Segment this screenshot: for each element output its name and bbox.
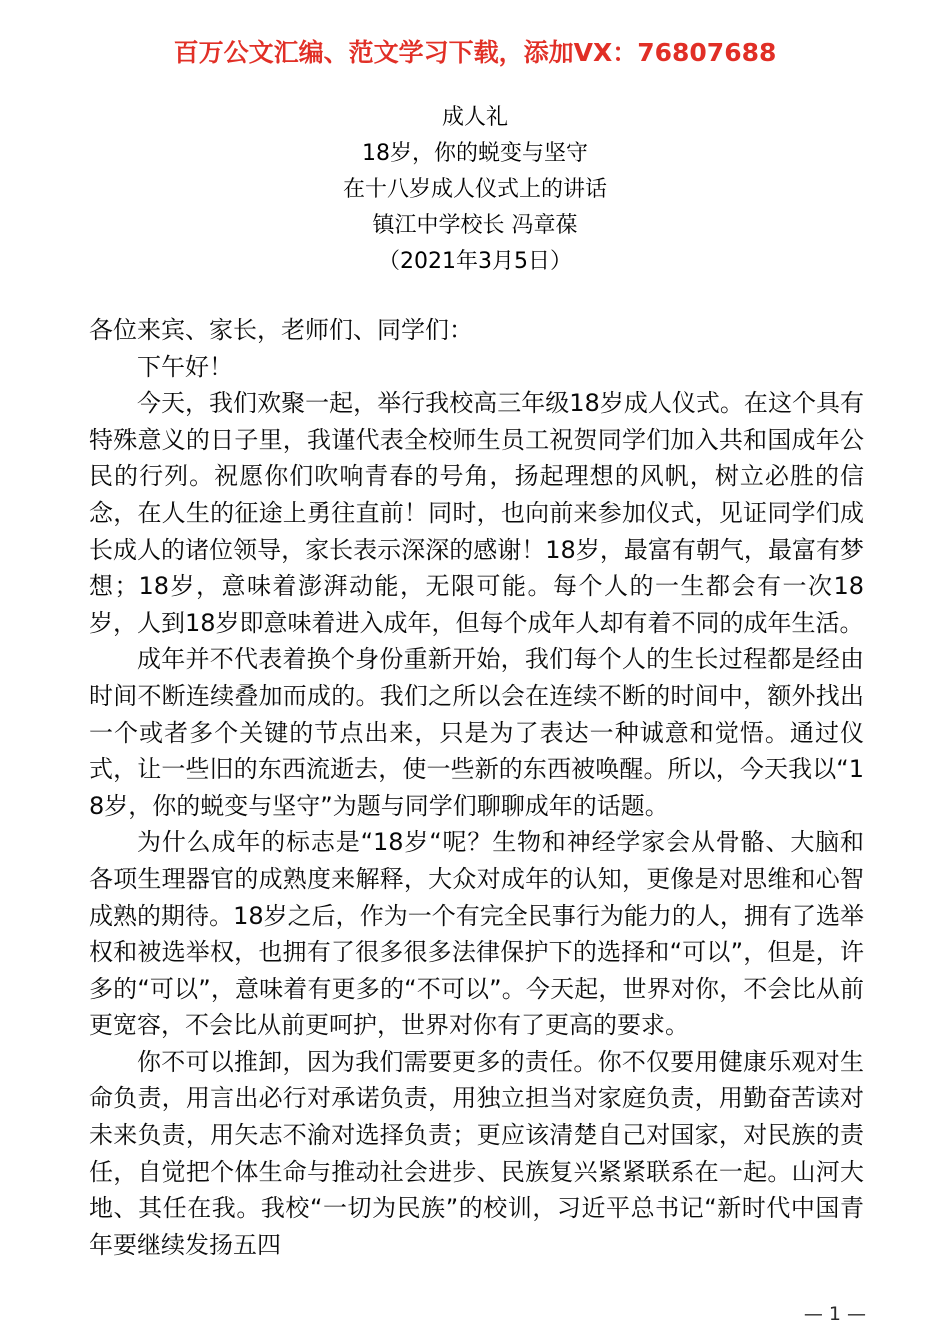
title-line-author: 镇江中学校长 冯章葆 bbox=[372, 213, 578, 238]
title-line-occasion: 在十八岁成人仪式上的讲话 bbox=[342, 177, 607, 202]
paragraph-1: 今天，我们欢聚一起，举行我校高三年级18岁成人仪式。在这个具有特殊意义的日子里，我谨代表全校师生员工祝贺同学们加入共和国成年公民的行列。祝愿你们吹响青春的号角，扬起理想的风帆，树立必胜的信念，在人生的征途上勇往直前！同时，也向前来参加仪式，见证同学们成长成人的诸位领导，家长表示深深的感谢！18岁，最富有朝气，最富有梦想；18岁，意味着澎湃动能，无限可能。每个人的一生都会有一次18岁，人到18岁即意味着进入成年，但每个成年人却有着不同的成年生活。 bbox=[89, 389, 864, 637]
title-line-date: （2021年3月5日） bbox=[378, 249, 572, 274]
title-line-main: 成人礼 bbox=[441, 105, 508, 130]
page-number: — 1 — bbox=[803, 1303, 866, 1325]
page-footer bbox=[0, 1302, 950, 1326]
title-block bbox=[0, 100, 950, 280]
paragraph-salutation: 各位来宾、家长，老师们、同学们： bbox=[89, 316, 473, 344]
paragraph-4: 你不可以推卸，因为我们需要更多的责任。你不仅要用健康乐观对生命负责，用言出必行对承诺负责，用独立担当对家庭负责，用勤奋苦读对未来负责，用矢志不渝对选择负责；更应该清楚自己对国家，对民族的责任，自觉把个体生命与推动社会进步、民族复兴紧紧联系在一起。山河大地、其任在我。我校“一切为民族”的校训，习近平总书记“新时代中国青年要继续发扬五四 bbox=[89, 1047, 864, 1259]
title-line-subtitle: 18岁，你的蜕变与坚守 bbox=[362, 141, 588, 166]
promo-header-text: 百万公文汇编、范文学习下载，添加VX：76807688 bbox=[173, 38, 777, 67]
paragraph-greeting: 下午好！ bbox=[137, 352, 233, 381]
paragraph-3: 为什么成年的标志是“18岁“呢？生物和神经学家会从骨骼、大脑和各项生理器官的成熟度来解释，大众对成年的认知，更像是对思维和心智成熟的期待。18岁之后，作为一个有完全民事行为能力的人，拥有了选举权和被选举权，也拥有了很多很多法律保护下的选择和“可以”，但是，许多的“可以”，意味着有更多的“不可以”。今天起，世界对你，不会比从前更宽容，不会比从前更呵护，世界对你有了更高的要求。 bbox=[89, 828, 864, 1040]
document-body bbox=[89, 312, 864, 1263]
paragraph-2: 成年并不代表着换个身份重新开始，我们每个人的生长过程都是经由时间不断连续叠加而成的。我们之所以会在连续不断的时间中，额外找出一个或者多个关键的节点出来，只是为了表达一种诚意和觉悟。通过仪式，让一些旧的东西流逝去，使一些新的东西被唤醒。所以，今天我以“18岁，你的蜕变与坚守”为题与同学们聊聊成年的话题。 bbox=[89, 645, 864, 820]
